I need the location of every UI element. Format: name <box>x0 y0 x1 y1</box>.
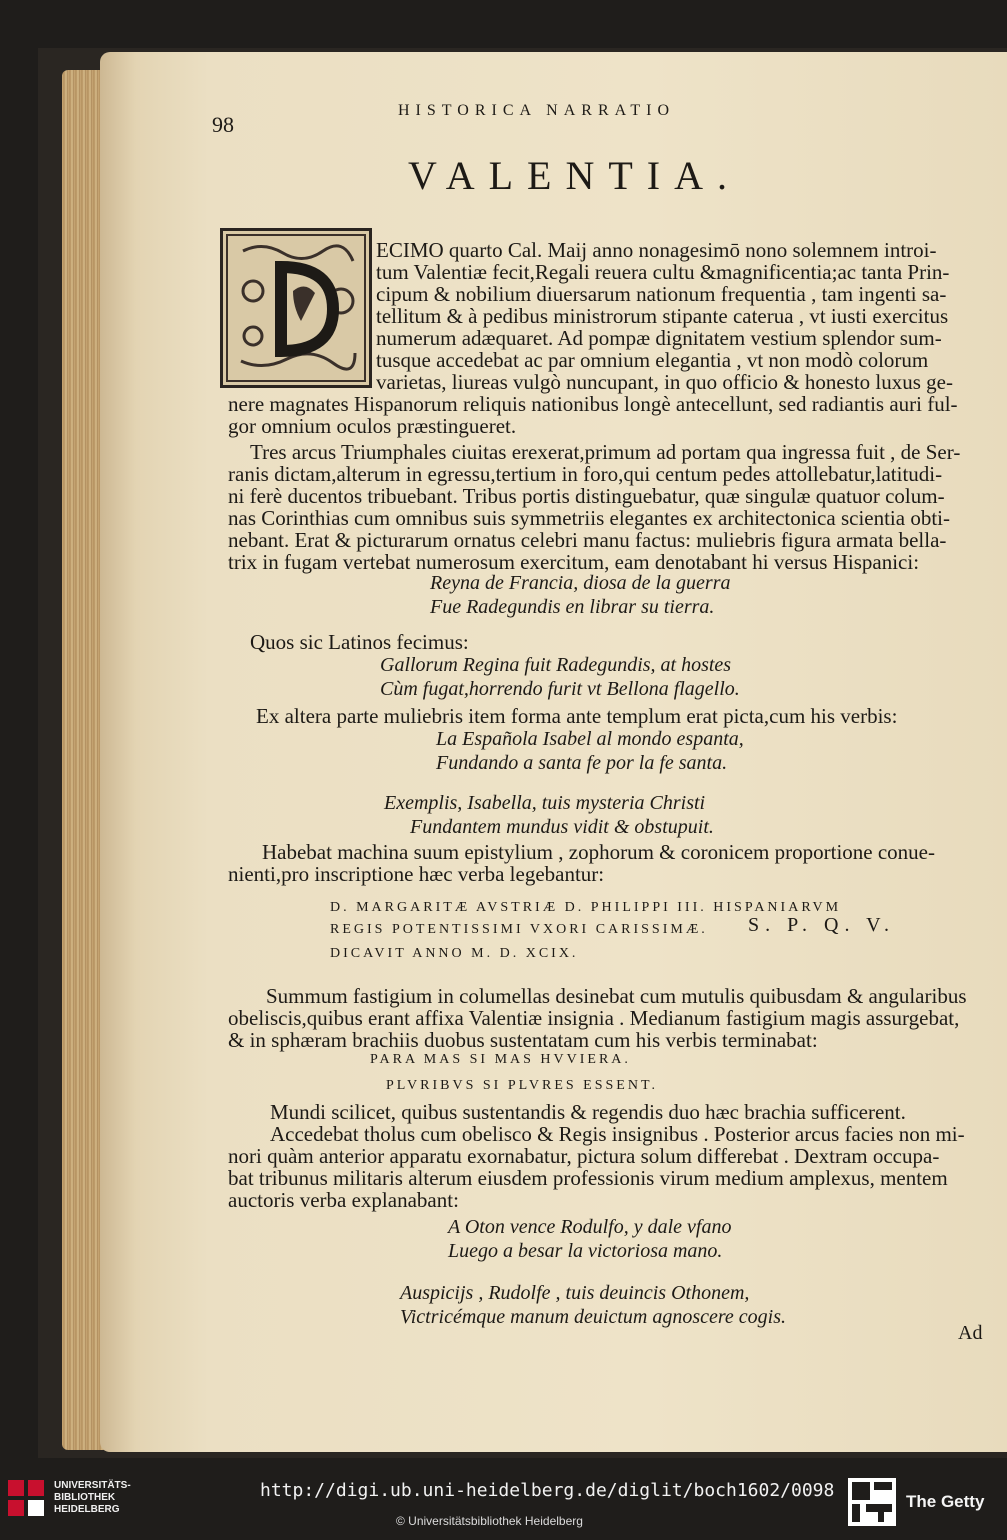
text-line: Luego a besar la victoriosa mano. <box>448 1240 723 1262</box>
text-line: cipum & nobilium diuersarum nationum frequentia , tam ingenti sa- <box>376 282 947 306</box>
folio-number: 98 <box>212 112 234 137</box>
text-line: La Española Isabel al mondo espanta, <box>436 728 744 750</box>
text-line: Mundi scilicet, quibus sustentandis & regendis duo hæc brachia sufficerent. <box>270 1100 906 1124</box>
text-line: Tres arcus Triumphales ciuitas erexerat,primum ad portam qua ingressa fuit , de Ser- <box>250 440 961 464</box>
text-line: nas Corinthias cum omnibus suis symmetriis elegantes ex architectonica scientia obti- <box>228 506 950 530</box>
text-line: S. P. Q. V. <box>748 914 895 936</box>
text-line: nebant. Erat & picturarum ornatus celebri manu factus: muliebris figura armata bella- <box>228 528 947 552</box>
text-line: numerum adæquaret. Ad pompæ dignitatem vestium splendor sum- <box>376 326 942 350</box>
text-line: Quos sic Latinos fecimus: <box>250 630 469 654</box>
partner-name: The Getty <box>906 1492 985 1511</box>
text-line: REGIS POTENTISSIMI VXORI CARISSIMÆ. <box>330 922 708 937</box>
text-line: Gallorum Regina fuit Radegundis, at hostes <box>380 654 732 676</box>
text-line: nori quàm anterior apparatu exornabatur, pictura solum differebat . Dextram occupa- <box>228 1144 940 1168</box>
text-line: Habebat machina suum epistylium , zophorum & coronicem proportione conue- <box>262 840 935 864</box>
library-line: BIBLIOTHEK <box>54 1492 116 1503</box>
text-line: tusque accedebat ac par omnium elegantia , vt non modò colorum <box>376 348 929 372</box>
text-line: PLVRIBVS SI PLVRES ESSENT. <box>386 1078 658 1093</box>
page-title: VALENTIA. <box>408 153 742 198</box>
text-line: Cùm fugat,horrendo furit vt Bellona flagello. <box>380 678 740 700</box>
text-line: nere magnates Hispanorum reliquis nationibus longè antecellunt, sed radiantis auri ful- <box>228 392 958 416</box>
text-line: Ex altera parte muliebris item forma ante templum erat picta,cum his verbis: <box>256 704 898 728</box>
text-line: tum Valentiæ fecit,Regali reuera cultu &magnificentia;ac tanta Prin- <box>376 260 950 284</box>
getty-logo-icon <box>848 1478 896 1526</box>
library-name <box>54 1480 131 1516</box>
text-line: auctoris verba explanabant: <box>228 1188 459 1212</box>
text-line: bat tribunus militaris alterum eiusdem professionis virum medium amplexus, mentem <box>228 1166 948 1190</box>
text-line: D. MARGARITÆ AVSTRIÆ D. PHILIPPI III. HISPANIARVM <box>330 900 842 915</box>
text-line: PARA MAS SI MAS HVVIERA. <box>370 1052 631 1067</box>
text-line: Auspicijs , Rudolfe , tuis deuincis Othonem, <box>400 1282 750 1304</box>
text-line: nienti,pro inscriptione hæc verba legebantur: <box>228 862 605 886</box>
university-library-logo-icon <box>6 1478 46 1518</box>
text-line: tellitum & à pedibus ministrorum stipante caterua , vt iusti exercitus <box>376 304 949 328</box>
library-line: HEIDELBERG <box>54 1504 120 1515</box>
ornament-icon <box>223 231 369 385</box>
catchword: Ad <box>958 1322 983 1344</box>
text-line: trix in fugam vertebat numerosum exercitum, eam denotabant hi versus Hispanici: <box>228 550 920 574</box>
copyright-notice: © Universitätsbibliothek Heidelberg <box>396 1514 583 1528</box>
text-line: Exemplis, Isabella, tuis mysteria Christi <box>384 792 706 814</box>
text-line: ECIMO quarto Cal. Maij anno nonagesimō nono solemnem introi- <box>376 238 937 262</box>
decorated-initial <box>220 228 372 388</box>
text-line: Fue Radegundis en librar su tierra. <box>430 596 715 618</box>
text-line: obeliscis,quibus erant affixa Valentiæ insignia . Medianum fastigium magis assurgebat, <box>228 1006 960 1030</box>
text-line: Fundando a santa fe por la fe santa. <box>436 752 728 774</box>
running-head: HISTORICA NARRATIO <box>398 102 676 119</box>
text-line: A Oton vence Rodulfo, y dale vfano <box>448 1216 732 1238</box>
text-line: varietas, liureas vulgò nuncupant, in quo officio & honesto luxus ge- <box>376 370 953 394</box>
text-line: & in sphæram brachiis duobus sustentatam cum his verbis terminabat: <box>228 1028 818 1052</box>
text-line: Reyna de Francia, diosa de la guerra <box>430 572 731 594</box>
text-line: Fundantem mundus vidit & obstupuit. <box>410 816 714 838</box>
text-line: Accedebat tholus cum obelisco & Regis insignibus . Posterior arcus facies non mi- <box>270 1122 965 1146</box>
library-line: UNIVERSITÄTS- <box>54 1480 131 1491</box>
text-line: Summum fastigium in columellas desinebat cum mutulis quibusdam & angularibus <box>266 984 967 1008</box>
text-line: Victricémque manum deuictum agnoscere cogis. <box>400 1306 787 1328</box>
permalink-url[interactable]: http://digi.ub.uni-heidelberg.de/diglit/boch1602/0098 <box>260 1480 835 1501</box>
viewer-footer <box>0 1458 1007 1540</box>
text-line: gor omnium oculos præstingueret. <box>228 414 517 438</box>
text-line: ranis dictam,alterum in egressu,tertium in foro,qui centum pedes attollebatur,latitudi- <box>228 462 943 486</box>
text-line: ni ferè ducentos tribuebant. Tribus portis distinguebatur, quæ singulæ quatuor colum- <box>228 484 945 508</box>
text-line: DICAVIT ANNO M. D. XCIX. <box>330 946 579 961</box>
